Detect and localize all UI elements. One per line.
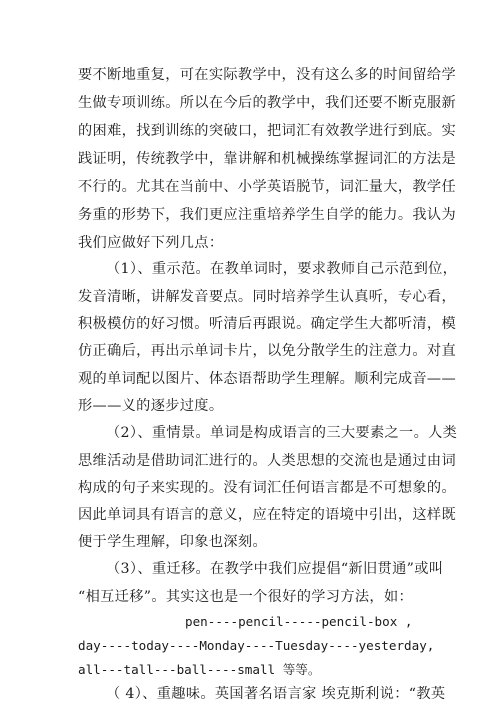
text-line-1: 要不断地重复，可在实际教学中，没有这么多的时间留给学: [78, 67, 456, 83]
text-line-11: 仿正确后，再出示单词卡片，以免分散学生的注意力。对直: [78, 343, 456, 359]
text-line-6: 务重的形势下，我们更应注重培养学生自学的能力。我认为: [78, 207, 456, 223]
paragraph-3-heading-line: （3）、重迁移。在教学中我们应提倡“新旧贯通”或叫: [106, 561, 444, 577]
text-line-12: 观的单词配以图片、体态语帮助学生理解。顺利完成音——: [78, 371, 456, 387]
text-line-16: 构成的句子来实现的。没有词汇任何语言都是不可想象的。: [78, 480, 456, 496]
text-line-18: 便于学生理解，印象也深刻。: [78, 534, 267, 550]
text-line-15: 思维活动是借助词汇进行的。人类思想的交流也是通过由词: [78, 453, 456, 469]
text-line-17: 因此单词具有语言的意义，应在特定的语境中引出，这样既: [78, 507, 456, 523]
text-line-13: 形——义的逐步过度。: [78, 398, 224, 414]
text-line-5: 不行的。尤其在当前中、小学英语脱节，词汇量大，教学任: [78, 179, 456, 195]
paragraph-2-heading-line: （2）、重情景。单词是构成语言的三大要素之一。人类: [106, 425, 458, 441]
text-line-2: 生做专项训练。所以在今后的教学中，我们还要不断克服新: [78, 95, 456, 111]
example-line-1: pen----pencil-----pencil-box ,: [185, 614, 413, 629]
example-line-2: day----today----Monday----Tuesday----yesterday,: [78, 638, 435, 653]
paragraph-4-heading-line: （ 4）、重趣味。英国著名语言家 埃克斯利说：“教英: [106, 686, 446, 702]
text-line-10: 积极模仿的好习惯。听清后再跟说。确定学生大都听清，模: [78, 316, 456, 332]
text-line-7: 我们应做好下列几点：: [78, 235, 224, 251]
example-line-3: all---tall---ball----small 等等。: [78, 662, 321, 677]
text-line-20: “相互迁移”。其实这也是一个很好的学习方法，如：: [78, 589, 414, 605]
text-line-4: 践证明，传统教学中，靠讲解和机械操练掌握词汇的方法是: [78, 151, 456, 167]
text-line-3: 的困难，找到训练的突破口，把词汇有效教学进行到底。实: [78, 123, 456, 139]
text-line-9: 发音清晰，讲解发音要点。同时培养学生认真听，专心看，: [78, 289, 456, 305]
paragraph-1-heading-line: （1）、重示范。在教单词时，要求教师自己示范到位，: [106, 261, 458, 277]
